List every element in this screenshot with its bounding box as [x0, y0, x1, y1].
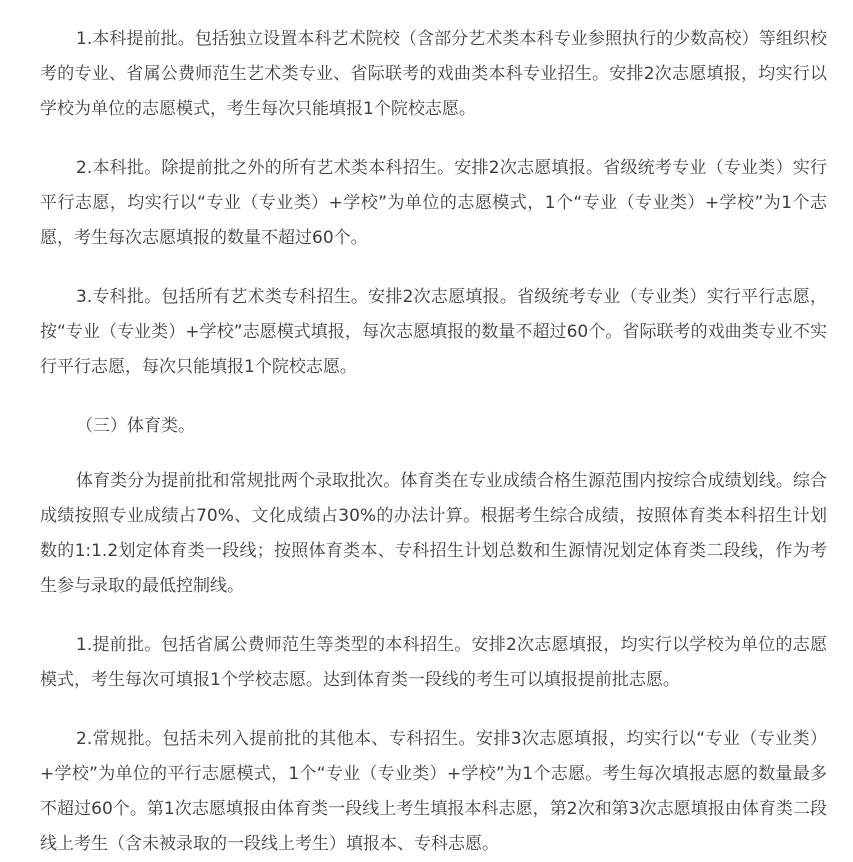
paragraph-art-early-batch: 1.本科提前批。包括独立设置本科艺术院校（含部分艺术类本科专业参照执行的少数高校）等组织校考的专业、省属公费师范生艺术类专业、省际联考的戏曲类本科专业招生。安排2次志愿填报，均实行以学校为单位的志愿模式，考生每次只能填报1个院校志愿。	[40, 29, 827, 119]
paragraph-art-vocational-batch: 3.专科批。包括所有艺术类专科招生。安排2次志愿填报。省级统考专业（专业类）实行平行志愿，按“专业（专业类）+学校”志愿模式填报，每次志愿填报的数量不超过60个。省际联考的戏曲类专业不实行平行志愿，每次只能填报1个院校志愿。	[40, 287, 827, 377]
paragraph-art-undergraduate-batch: 2.本科批。除提前批之外的所有艺术类本科招生。安排2次志愿填报。省级统考专业（专业类）实行平行志愿，均实行以“专业（专业类）+学校”为单位的志愿模式，1个“专业（专业类）+学校”为1个志愿，考生每次志愿填报的数量不超过60个。	[40, 158, 827, 248]
paragraph-sports-overview: 体育类分为提前批和常规批两个录取批次。体育类在专业成绩合格生源范围内按综合成绩划线。综合成绩按照专业成绩占70%、文化成绩占30%的办法计算。根据考生综合成绩，按照体育类本科招生计划数的1:1.2划定体育类一段线；按照体育类本、专科招生计划总数和生源情况划定体育类二段线，作为考生参与录取的最低控制线。	[40, 471, 827, 596]
section-heading-sports: （三）体育类。	[76, 416, 195, 436]
paragraph-sports-regular-batch: 2.常规批。包括未列入提前批的其他本、专科招生。安排3次志愿填报，均实行以“专业（专业类）+学校”为单位的平行志愿模式，1个“专业（专业类）+学校”为1个志愿。考生每次填报志愿的数量最多不超过60个。第1次志愿填报由体育类一段线上考生填报本科志愿，第2次和第3次志愿填报由体育类二段线上考生（含未被录取的一段线上考生）填报本、专科志愿。	[40, 729, 827, 854]
paragraph-sports-early-batch: 1.提前批。包括省属公费师范生等类型的本科招生。安排2次志愿填报，均实行以学校为单位的志愿模式，考生每次可填报1个学校志愿。达到体育类一段线的考生可以填报提前批志愿。	[40, 635, 827, 690]
